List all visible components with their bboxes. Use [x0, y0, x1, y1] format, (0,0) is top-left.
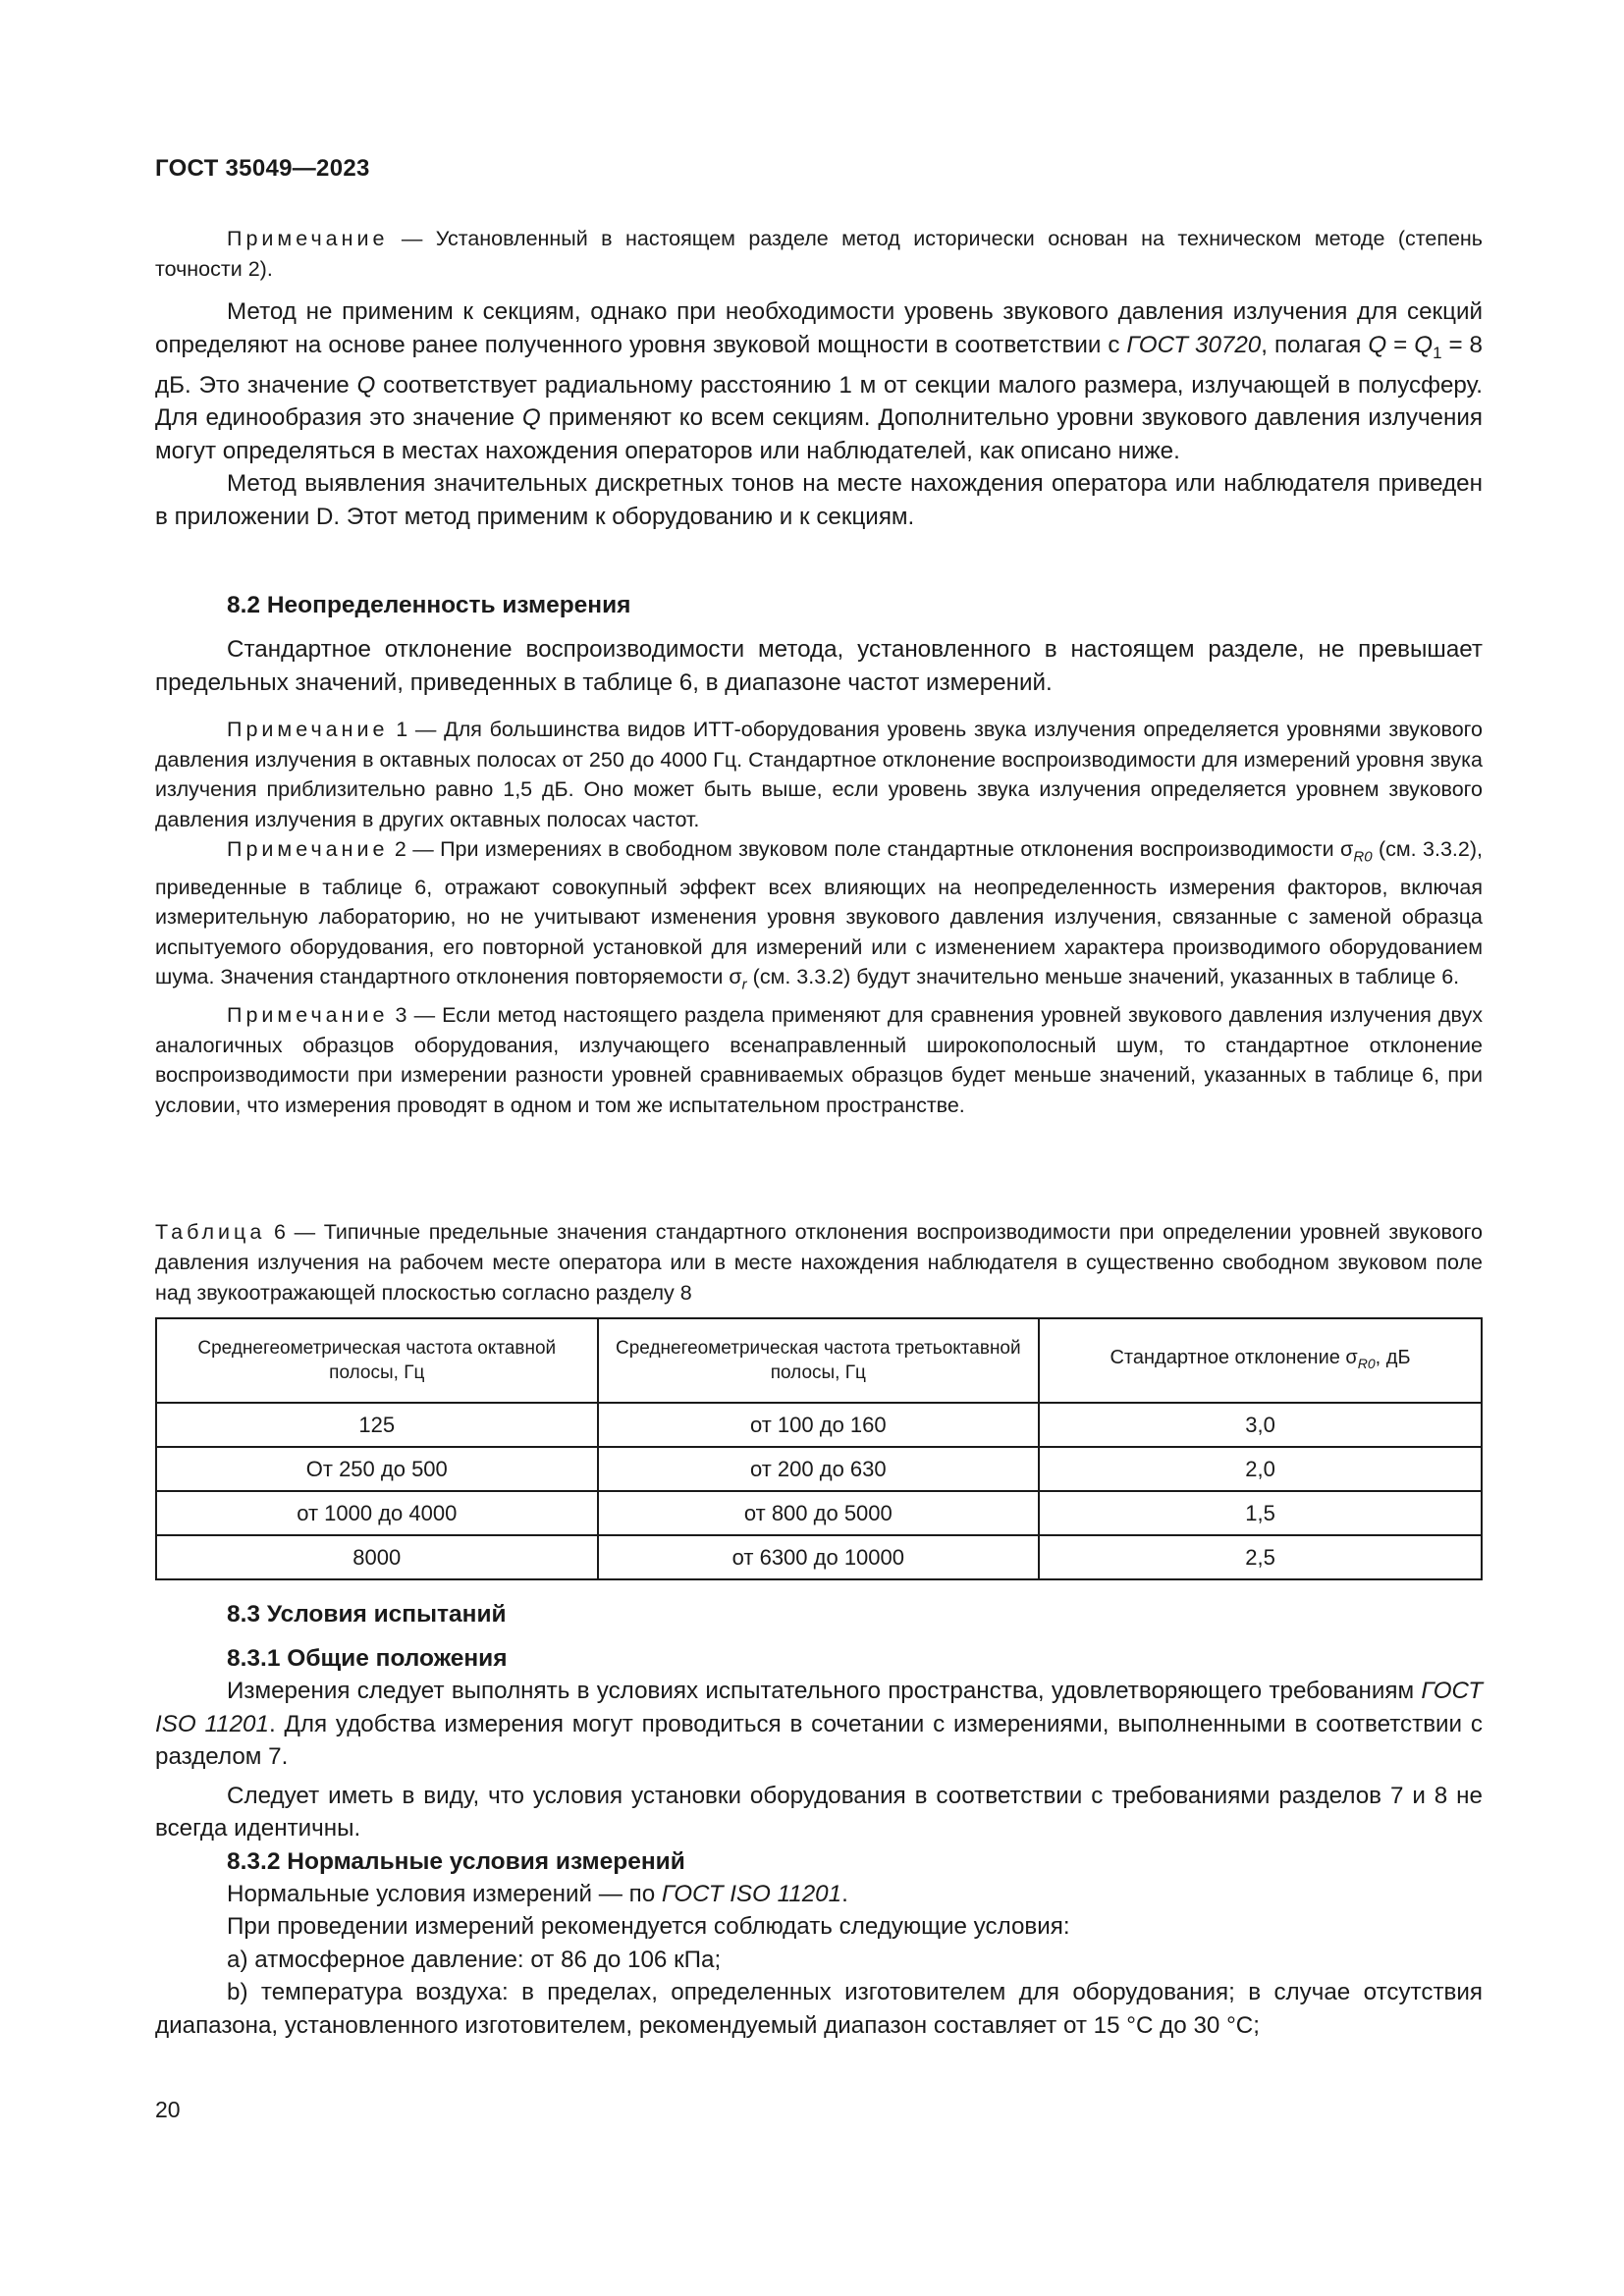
- subsection-heading-8-3-2: 8.3.2 Нормальные условия измерений: [227, 1847, 685, 1875]
- text-run: = 8 дБ. Это значение: [155, 331, 1483, 399]
- subsection-paragraph: При проведении измерений рекомендуется соблюдать следующие условия:: [227, 1913, 1070, 1940]
- table-cell: от 200 до 630: [598, 1447, 1040, 1491]
- subsection-paragraph: Следует иметь в виду, что условия установки оборудования в соответствии с требованиями разделов 7 и 8 не всегда идентичны.: [155, 1782, 1483, 1842]
- text-run: соответствует радиальному расстоянию 1 м от секции малого размера, излучающей в полусферу. Для единообразия это значение: [155, 371, 1483, 432]
- table-cell: от 800 до 5000: [598, 1491, 1040, 1535]
- table-cell: 125: [156, 1403, 598, 1447]
- table-cell: от 6300 до 10000: [598, 1535, 1040, 1579]
- column-header-octave: Среднегеометрическая частота октавной полосы, Гц: [156, 1318, 598, 1403]
- symbol-q: Q: [1414, 331, 1434, 358]
- text-run: , полагая: [1261, 331, 1369, 358]
- column-header-deviation: [1039, 1318, 1482, 1403]
- header-text: Стандартное отклонение σ: [1110, 1346, 1358, 1368]
- note-text: (см. 3.3.2), приведенные в таблице 6, отражают совокупный эффект всех влияющих на неопределенность измерения факторов, включая измерительную лабораторию, но не учитывают изменения уровня звукового давления излучения, связанные с заменой образца испытуемого оборудования, его повторной установкой для измерений или с изменением характера производимого оборудованием шума. Значения стандартного отклонения повторяемости σ: [155, 837, 1483, 989]
- table-cell: от 100 до 160: [598, 1403, 1040, 1447]
- note-text: 2 — При измерениях в свободном звуковом поле стандартные отклонения воспроизводимости σ: [388, 837, 1354, 861]
- subsection-paragraph: [155, 1675, 1483, 1774]
- caption-text: [155, 1217, 1483, 1308]
- text-run: =: [1386, 331, 1415, 358]
- intro-paragraph-1: [155, 295, 1483, 467]
- subscript: R0: [1357, 1355, 1376, 1371]
- document-header: ГОСТ 35049—2023: [155, 155, 370, 182]
- note-label: Примечание: [227, 1003, 389, 1028]
- table-cell: от 1000 до 4000: [156, 1491, 598, 1535]
- text-run: применяют ко всем секциям. Дополнительно уровни звукового давления излучения могут определяться в местах нахождения операторов или наблюдателей, как описано ниже.: [155, 404, 1483, 464]
- table-caption: [155, 1217, 1483, 1308]
- table-cell: 2,5: [1039, 1535, 1482, 1579]
- list-item-a: a) атмосферное давление: от 86 до 106 кПа;: [227, 1946, 722, 1973]
- subscript: 1: [1433, 343, 1442, 362]
- section-8-2: [155, 589, 1483, 1120]
- caption-label: Таблица: [155, 1220, 266, 1244]
- table-row: [156, 1491, 1482, 1535]
- table-cell: 1,5: [1039, 1491, 1482, 1535]
- subsection-paragraph: [155, 1878, 1483, 1911]
- text-run: .: [841, 1880, 848, 1907]
- section-8-3: [155, 1598, 1483, 2042]
- note-text: 3 — Если метод настоящего раздела применяют для сравнения уровней звукового давления излучения двух аналогичных образцов оборудования, излучающего всенаправленный широкополосный шум, то стандартное отклонение воспроизводимости при измерении разности уровней сравниваемых образцов будет меньше значений, указанных в таблице 6, при условии, что измерения проводят в одном и том же испытательном пространстве.: [155, 1003, 1483, 1117]
- text-run: Нормальные условия измерений — по: [227, 1880, 662, 1907]
- table-row: [156, 1447, 1482, 1491]
- list-item-b: b) температура воздуха: в пределах, определенных изготовителем для оборудования; в случае отсутствия диапазона, установленного изготовителем, рекомендуемый диапазон составляет от 15 °C до 30 °C;: [155, 1979, 1483, 2039]
- table-cell: От 250 до 500: [156, 1447, 598, 1491]
- section-heading: 8.2 Неопределенность измерения: [227, 592, 631, 618]
- intro-note: [155, 224, 1483, 284]
- section-heading: 8.3 Условия испытаний: [227, 1601, 507, 1628]
- text-run: Метод не применим к секциям, однако при необходимости уровень звукового давления излучения для секций определяют на основе ранее полученного уровня звуковой мощности в соответствии с: [155, 298, 1483, 358]
- standard-reference: ГОСТ ISO 11201: [661, 1880, 842, 1907]
- symbol-q: Q: [521, 404, 541, 432]
- note-label: Примечание: [227, 718, 389, 741]
- column-header-third-octave: Среднегеометрическая частота третьоктавной полосы, Гц: [598, 1318, 1040, 1403]
- note-text: — Установленный в настоящем разделе метод исторически основан на техническом методе (степень точности 2).: [155, 227, 1483, 281]
- table-row: [156, 1535, 1482, 1579]
- page-number: 20: [155, 2097, 181, 2122]
- note-2: [155, 834, 1483, 1000]
- subscript: r: [741, 976, 747, 993]
- intro-section: [155, 224, 1483, 533]
- intro-paragraph-2: Метод выявления значительных дискретных тонов на месте нахождения оператора или наблюдателя приведен в приложении D. Этот метод применим к оборудованию и к секциям.: [155, 470, 1483, 530]
- table-row: [156, 1403, 1482, 1447]
- standard-reference: ГОСТ 30720: [1126, 331, 1262, 358]
- subscript: R0: [1353, 848, 1373, 866]
- text-run: Измерения следует выполнять в условиях испытательного пространства, удовлетворяющего требованиям: [227, 1678, 1422, 1704]
- note-text: (см. 3.3.2) будут значительно меньше значений, указанных в таблице 6.: [746, 965, 1460, 989]
- table-cell: 2,0: [1039, 1447, 1482, 1491]
- note-1: [155, 715, 1483, 834]
- table-6: [155, 1317, 1483, 1580]
- table-cell: 8000: [156, 1535, 598, 1579]
- table-header-row: [156, 1318, 1482, 1403]
- caption-body: 6 — Типичные предельные значения стандартного отклонения воспроизводимости при определении уровней звукового давления излучения на рабочем месте оператора или в месте нахождения наблюдателя в существенно свободном звуковом поле над звукоотражающей плоскостью согласно разделу 8: [155, 1220, 1483, 1305]
- text-run: . Для удобства измерения могут проводиться в сочетании с измерениями, выполненными в соответствии с разделом 7.: [155, 1710, 1483, 1770]
- standard-reference: ГОСТ ISO 11201: [155, 1678, 1483, 1737]
- table-cell: 3,0: [1039, 1403, 1482, 1447]
- note-label: Примечание: [227, 837, 389, 861]
- symbol-q: Q: [1368, 331, 1387, 358]
- note-label: Примечание: [227, 227, 389, 250]
- note-text: 1 — Для большинства видов ИТТ-оборудования уровень звука излучения определяется уровнями звукового давления излучения в октавных полосах от 250 до 4000 Гц. Стандартное отклонение воспроизводимости для измерений уровня звука излучения приблизительно равно 1,5 дБ. Оно может быть выше, если уровень звука излучения определяется уровнем звукового давления излучения в других октавных полосах частот.: [155, 718, 1483, 831]
- symbol-q: Q: [356, 371, 376, 399]
- section-paragraph: Стандартное отклонение воспроизводимости метода, установленного в настоящем разделе, не превышает предельных значений, приведенных в таблице 6, в диапазоне частот измерений.: [155, 636, 1483, 696]
- header-unit: , дБ: [1375, 1346, 1411, 1368]
- subsection-heading-8-3-1: 8.3.1 Общие положения: [227, 1645, 508, 1672]
- note-3: [155, 1000, 1483, 1120]
